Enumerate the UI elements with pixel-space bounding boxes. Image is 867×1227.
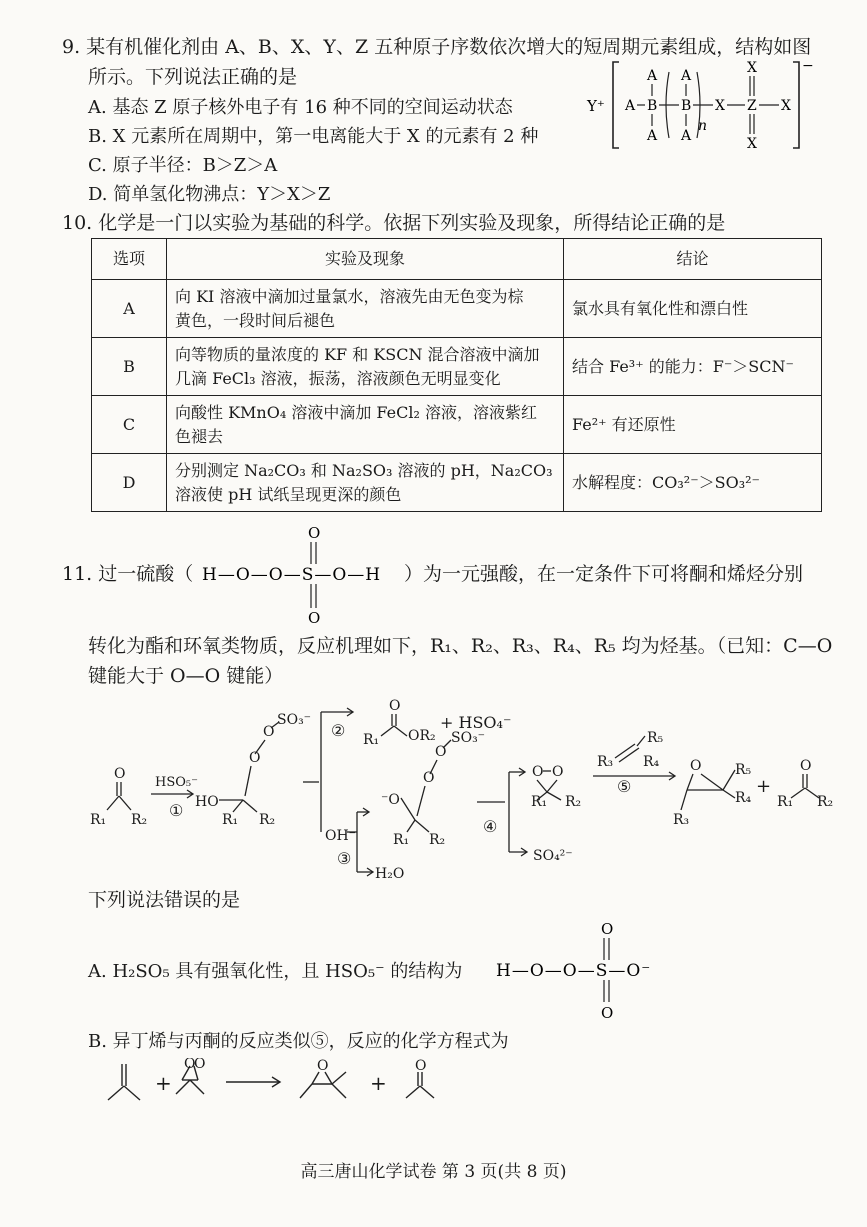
svg-text:O: O — [423, 770, 435, 786]
svg-text:R₁: R₁ — [363, 732, 380, 748]
q9-option-d: D. 简单氢化物沸点：Y＞X＞Z — [88, 184, 331, 205]
svg-text:R₅: R₅ — [735, 762, 752, 778]
row-experiment-line: 分别测定 Na₂CO₃ 和 Na₂SO₃ 溶液的 pH，Na₂CO₃ — [175, 460, 553, 480]
svg-text:R₁: R₁ — [777, 794, 794, 810]
isobutylene-acetone-equation — [100, 1058, 460, 1114]
table-row — [92, 454, 822, 512]
hso5-structure — [492, 918, 682, 1022]
svg-text:R₁: R₁ — [222, 812, 239, 828]
q11-option-a-formula: H—O—O—S—O⁻ — [496, 961, 652, 981]
svg-text:X: X — [715, 98, 725, 114]
row-conclusion: 水解程度：CO₃²⁻＞SO₃²⁻ — [564, 454, 822, 512]
table-row — [92, 280, 822, 338]
step-4-label: ④ — [483, 817, 498, 836]
svg-text:R₃: R₃ — [673, 812, 690, 828]
row-experiment-line: 向等物质的量浓度的 KF 和 KSCN 混合溶液中滴加 — [175, 344, 540, 364]
q11-option-b-text: B. 异丁烯与丙酮的反应类似⑤，反应的化学方程式为 — [88, 1031, 509, 1052]
svg-text:X: X — [747, 60, 757, 76]
row-conclusion: 结合 Fe³⁺ 的能力：F⁻＞SCN⁻ — [564, 338, 822, 396]
reagent-oh: OH⁻ — [325, 828, 357, 844]
svg-text:O: O — [435, 744, 447, 760]
svg-text:A: A — [647, 68, 658, 84]
svg-text:O: O — [308, 609, 321, 627]
svg-text:R₂: R₂ — [259, 812, 276, 828]
q11-formula: H—O—O—S—O—H — [202, 565, 382, 585]
svg-text:O: O — [317, 1058, 329, 1074]
header-option: 选项 — [92, 239, 167, 280]
q11-question: 下列说法错误的是 — [88, 889, 241, 911]
q9-anion-charge: − — [802, 58, 814, 74]
svg-text:X: X — [747, 136, 757, 152]
row-experiment — [167, 280, 564, 338]
row-experiment-line: 向酸性 KMnO₄ 溶液中滴加 FeCl₂ 溶液，溶液紫红 — [175, 402, 537, 422]
svg-text:O: O — [690, 758, 702, 774]
product-sulfate: SO₄²⁻ — [533, 848, 573, 864]
header-experiment: 实验及现象 — [167, 239, 564, 280]
q9-option-b: B. X 元素所在周期中，第一电离能大于 X 的元素有 2 种 — [88, 126, 539, 147]
svg-text:O: O — [114, 766, 126, 782]
svg-text:B: B — [647, 98, 658, 114]
step-3-label: ③ — [337, 849, 352, 868]
row-experiment — [167, 396, 564, 454]
q9-structure-diagram — [585, 56, 830, 156]
q11-stem-prefix: 11. 过一硫酸（ — [62, 563, 194, 585]
svg-text:R₁: R₁ — [531, 794, 548, 810]
svg-text:R₂: R₂ — [565, 794, 582, 810]
row-conclusion: Fe²⁺ 有还原性 — [564, 396, 822, 454]
svg-text:O: O — [601, 920, 614, 938]
row-option: C — [92, 396, 167, 454]
q9-cation-label: Y⁺ — [587, 97, 605, 115]
q9-option-a: A. 基态 Z 原子核外电子有 16 种不同的空间运动状态 — [88, 97, 513, 118]
svg-text:+: + — [155, 1071, 172, 1095]
row-experiment — [167, 338, 564, 396]
row-experiment-line: 黄色，一段时间后褪色 — [175, 310, 336, 330]
svg-text:A: A — [681, 68, 692, 84]
svg-text:O: O — [389, 698, 401, 714]
q10-stem: 10. 化学是一门以实验为基础的科学。依据下列实验及现象，所得结论正确的是 — [62, 212, 726, 234]
row-option: D — [92, 454, 167, 512]
svg-text:+: + — [370, 1071, 387, 1095]
svg-text:O: O — [415, 1058, 427, 1074]
q11-stem-suffix: ）为一元强酸，在一定条件下可将酮和烯烃分别 — [404, 563, 804, 585]
svg-text:+: + — [756, 776, 772, 797]
table-row — [92, 396, 822, 454]
svg-text:SO₃⁻: SO₃⁻ — [451, 730, 486, 746]
q9-stem-line2: 所示。下列说法正确的是 — [88, 66, 298, 88]
row-option: A — [92, 280, 167, 338]
svg-text:A: A — [647, 128, 658, 144]
svg-text:B: B — [681, 98, 692, 114]
step-1-label: ① — [169, 801, 184, 820]
table-header-row — [92, 239, 822, 280]
product-hso4: + HSO₄⁻ — [440, 713, 512, 732]
reaction-mechanism-diagram — [85, 692, 837, 887]
reagent-hso5: HSO₅⁻ — [155, 775, 198, 790]
q9-repeat-n: n — [698, 118, 708, 134]
table-row — [92, 338, 822, 396]
svg-text:R₁: R₁ — [393, 832, 410, 848]
q11-stem-line2: 转化为酯和环氧类物质，反应机理如下，R₁、R₂、R₃、R₄、R₅ 均为烃基。（已知：C—O — [88, 635, 833, 657]
svg-text:R₂: R₂ — [817, 794, 834, 810]
q11-option-a-text: A. H₂SO₅ 具有强氧化性，且 HSO₅⁻ 的结构为 — [88, 961, 463, 982]
row-experiment-line: 几滴 FeCl₃ 溶液，振荡，溶液颜色无明显变化 — [175, 368, 501, 388]
svg-text:O: O — [308, 524, 321, 542]
peroxymonosulfuric-acid-structure — [196, 522, 401, 628]
svg-text:O: O — [601, 1004, 614, 1022]
svg-text:SO₃⁻: SO₃⁻ — [277, 712, 312, 728]
row-experiment — [167, 454, 564, 512]
svg-text:O: O — [263, 724, 275, 740]
row-option: B — [92, 338, 167, 396]
svg-text:O: O — [194, 1058, 206, 1072]
page-footer: 高三唐山化学试卷 第 3 页(共 8 页) — [300, 1162, 567, 1182]
svg-text:O: O — [552, 764, 564, 780]
svg-text:R₄: R₄ — [735, 790, 752, 806]
q10-table — [91, 238, 822, 512]
svg-text:R₂: R₂ — [131, 812, 148, 828]
q9-stem-line1: 9. 某有机催化剂由 A、B、X、Y、Z 五种原子序数依次增大的短周期元素组成，结构如图 — [62, 36, 812, 58]
svg-text:X: X — [781, 98, 791, 114]
header-conclusion: 结论 — [564, 239, 822, 280]
row-experiment-line: 色褪去 — [175, 426, 224, 446]
svg-text:HO: HO — [195, 794, 219, 810]
step-2-label: ② — [331, 721, 346, 740]
svg-text:A: A — [625, 98, 636, 114]
product-water: H₂O — [375, 866, 405, 882]
svg-text:Z: Z — [747, 98, 757, 114]
svg-text:O: O — [184, 1058, 196, 1072]
svg-text:R₃: R₃ — [597, 754, 614, 770]
svg-text:⁻O: ⁻O — [381, 792, 400, 808]
svg-text:R₅: R₅ — [647, 730, 664, 746]
svg-text:A: A — [681, 128, 692, 144]
svg-text:R₁: R₁ — [90, 812, 107, 828]
step-5-label: ⑤ — [617, 777, 632, 796]
svg-text:OR₂: OR₂ — [408, 728, 436, 744]
q11-stem-line3: 键能大于 O—O 键能） — [88, 665, 284, 687]
row-experiment-line: 溶液使 pH 试纸呈现更深的颜色 — [175, 484, 402, 504]
row-experiment-line: 向 KI 溶液中滴加过量氯水，溶液先由无色变为棕 — [175, 286, 524, 306]
svg-text:O: O — [249, 750, 261, 766]
q9-option-c: C. 原子半径：B＞Z＞A — [88, 155, 278, 176]
row-conclusion: 氯水具有氧化性和漂白性 — [564, 280, 822, 338]
q9-atoms — [624, 60, 791, 152]
svg-text:O: O — [532, 764, 544, 780]
svg-text:O: O — [800, 758, 812, 774]
svg-text:R₄: R₄ — [643, 754, 660, 770]
svg-text:R₂: R₂ — [429, 832, 446, 848]
